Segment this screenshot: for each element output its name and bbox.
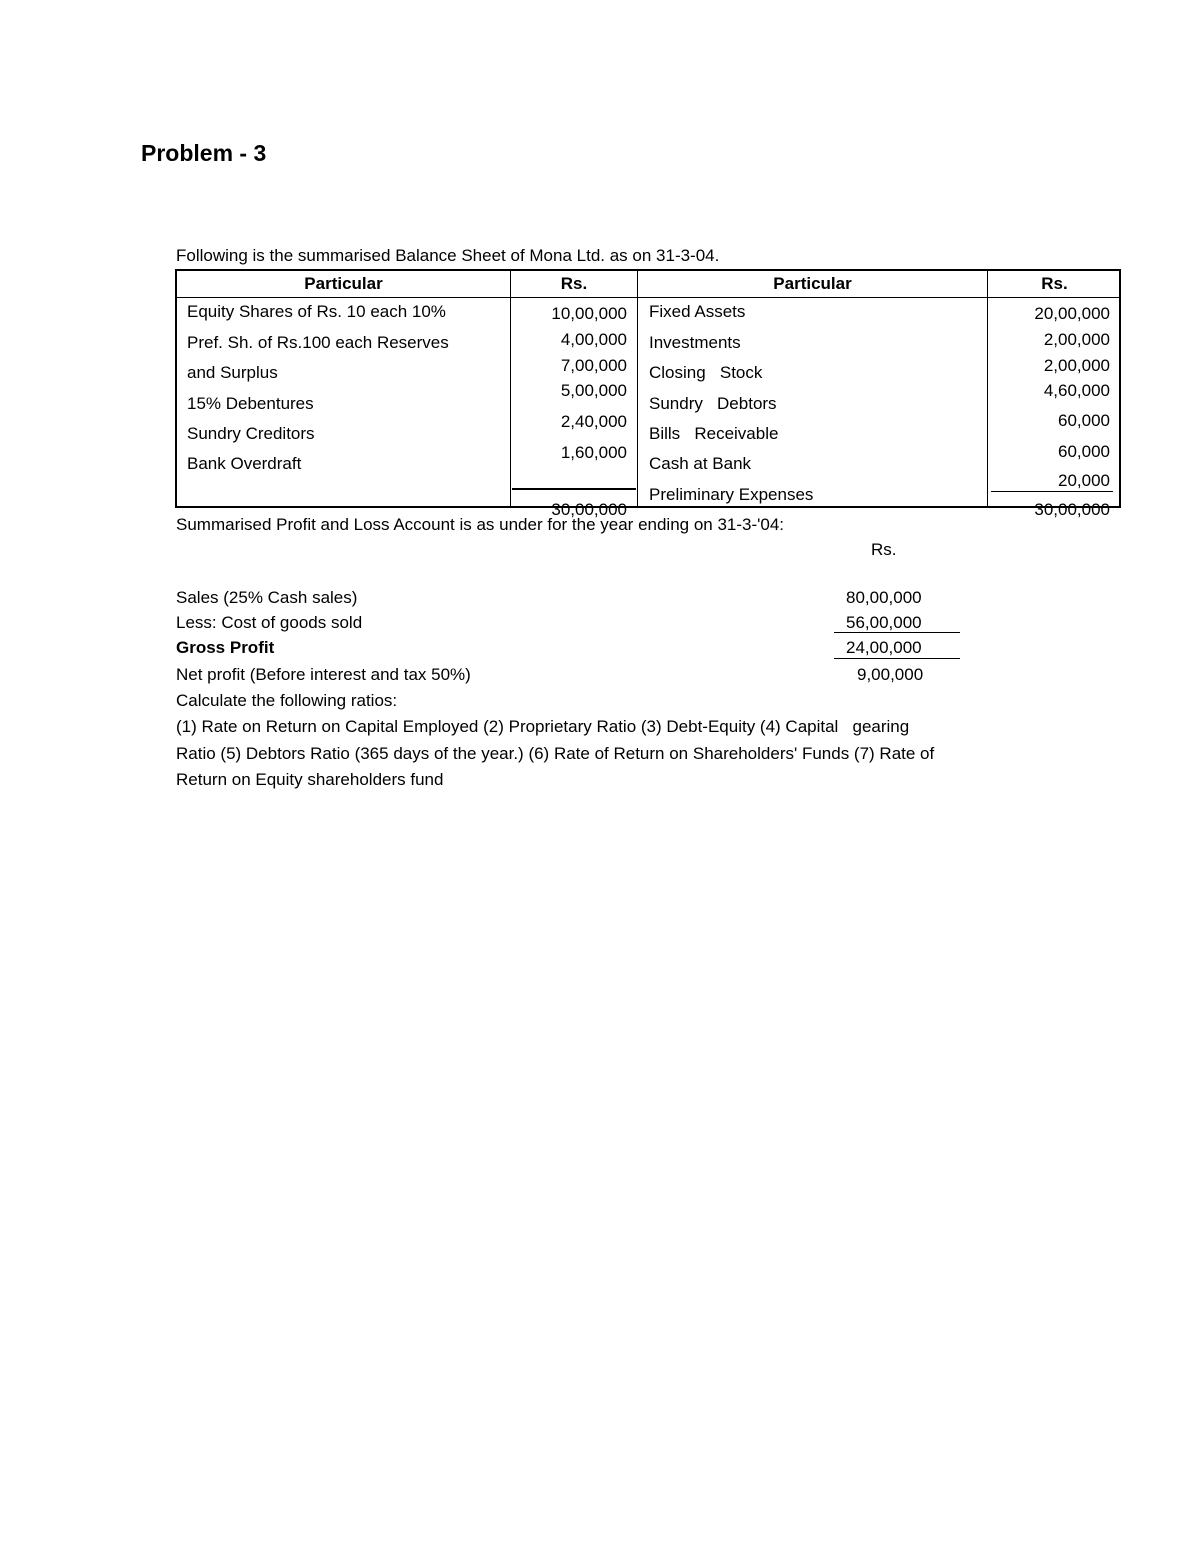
asset-value: 4,60,000: [1043, 381, 1110, 400]
pl-row-label: Less: Cost of goods sold: [176, 613, 363, 632]
asset-label: Preliminary Expenses: [649, 485, 814, 504]
pl-row-value: 24,00,000: [846, 638, 922, 657]
liability-label: Bank Overdraft: [187, 454, 302, 473]
balance-sheet-table: [175, 269, 1121, 519]
header-rs-left: Rs.: [560, 274, 588, 293]
total-rule: [512, 488, 636, 490]
balance-sheet-intro: Following is the summarised Balance Sheet of Mona Ltd. as on 31-3-04.: [176, 246, 720, 265]
header-divider: [177, 297, 1119, 298]
question-line: Return on Equity shareholders fund: [176, 770, 444, 789]
asset-value: 20,000: [1058, 471, 1110, 490]
pl-row-value: 80,00,000: [846, 588, 922, 607]
asset-label: Cash at Bank: [649, 454, 752, 473]
pl-row-value: 56,00,000: [846, 613, 922, 632]
pl-intro: Summarised Profit and Loss Account is as under for the year ending on 31-3-'04:: [176, 515, 785, 534]
pl-row-value: 9,00,000: [857, 665, 924, 684]
liability-label: 15% Debentures: [187, 394, 314, 413]
header-particular-left: Particular: [304, 274, 383, 293]
asset-label: Fixed Assets: [649, 302, 746, 321]
asset-label: Bills Receivable: [649, 424, 779, 443]
liability-value: 2,40,000: [560, 412, 627, 431]
liability-label: Equity Shares of Rs. 10 each 10%: [187, 302, 446, 321]
question-heading: Calculate the following ratios:: [176, 691, 398, 710]
header-particular-right: Particular: [773, 274, 852, 293]
question-line: (1) Rate on Return on Capital Employed (2) Proprietary Ratio (3) Debt-Equity (4) Capital gearing: [176, 717, 910, 736]
asset-label: Closing Stock: [649, 363, 763, 382]
liability-value: 5,00,000: [560, 381, 627, 400]
liability-value: 4,00,000: [560, 330, 627, 349]
asset-value: 2,00,000: [1043, 330, 1110, 349]
total-rule: [991, 491, 1113, 492]
liability-total: 30,00,000: [551, 500, 627, 519]
liability-value: 10,00,000: [551, 304, 627, 323]
asset-label: Investments: [649, 333, 741, 352]
asset-label: Sundry Debtors: [649, 394, 777, 413]
liability-label: Pref. Sh. of Rs.100 each Reserves: [187, 333, 449, 352]
header-rs-right: Rs.: [1041, 274, 1068, 293]
underline: [834, 658, 960, 659]
column-divider: [637, 271, 638, 506]
liability-label: Sundry Creditors: [187, 424, 315, 443]
liability-value: 1,60,000: [560, 443, 627, 462]
pl-row-label: Net profit (Before interest and tax 50%): [176, 665, 471, 684]
pl-rs-label: Rs.: [871, 540, 897, 559]
asset-value: 20,00,000: [1034, 304, 1110, 323]
question-line: Ratio (5) Debtors Ratio (365 days of the year.) (6) Rate of Return on Shareholders' Funds (7) Rate of: [176, 744, 935, 763]
pl-row-label: Sales (25% Cash sales): [176, 588, 358, 607]
asset-value: 2,00,000: [1043, 356, 1110, 375]
asset-value: 60,000: [1058, 442, 1110, 461]
page-title: Problem - 3: [141, 140, 267, 166]
liability-label: and Surplus: [187, 363, 278, 382]
liability-value: 7,00,000: [560, 356, 627, 375]
underline: [834, 632, 960, 633]
pl-row-label: Gross Profit: [176, 638, 275, 657]
asset-total: 30,00,000: [1034, 500, 1110, 519]
asset-value: 60,000: [1058, 411, 1110, 430]
